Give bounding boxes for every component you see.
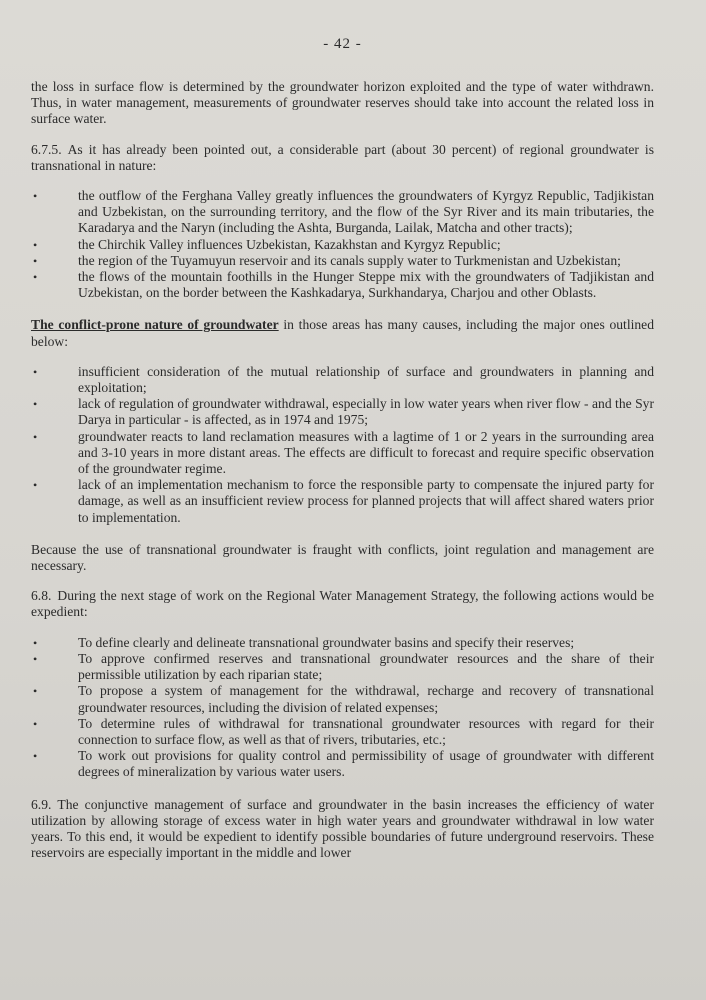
bullet-icon: • xyxy=(33,397,38,412)
bullet-icon: • xyxy=(33,189,38,204)
list-item xyxy=(31,269,654,301)
list-item xyxy=(31,237,654,253)
list-item-text: lack of regulation of groundwater withdrawal, especially in low water years when river flow - and the Syr Darya in particular - is affected, as in 1974 and 1975; xyxy=(78,396,654,428)
bullet-icon: • xyxy=(33,749,38,764)
bullet-icon: • xyxy=(33,684,38,699)
underlined-heading: The conflict-prone nature of groundwater xyxy=(31,317,279,333)
conflict-paragraph xyxy=(31,317,654,349)
list-item xyxy=(31,364,654,396)
list-item xyxy=(31,748,654,780)
list-item-text: insufficient consideration of the mutual relationship of surface and groundwaters in planning and exploitation; xyxy=(78,363,654,396)
list-item-text: To propose a system of management for the withdrawal, recharge and recovery of transnational groundwater resources, including the division of related expenses; xyxy=(78,683,654,715)
list-item xyxy=(31,716,654,748)
list-item-text: To approve confirmed reserves and transnational groundwater resources and the share of their permissible utilization by each riparian state; xyxy=(78,650,654,683)
list-item xyxy=(31,635,654,651)
list-item xyxy=(31,253,654,269)
bullet-icon: • xyxy=(33,716,38,731)
section-text: As it has already been pointed out, a considerable part (about 30 percent) of regional groundwater is transnational in nature: xyxy=(31,141,654,173)
intro-paragraph: the loss in surface flow is determined by the groundwater horizon exploited and the type of water withdrawn. Thus, in water management, measurements of groundwater reserves should take into account the related loss in surface water. xyxy=(31,79,654,127)
bullet-icon: • xyxy=(33,253,38,268)
section-6-7-5-paragraph xyxy=(31,142,654,174)
bullet-icon: • xyxy=(33,478,38,493)
bullet-icon: • xyxy=(33,651,38,666)
because-paragraph: Because the use of transnational groundwater is fraught with conflicts, joint regulation and management are necessary. xyxy=(31,541,654,574)
page-number: - 42 - xyxy=(323,36,362,52)
list-item xyxy=(31,429,654,478)
list-item-text: To determine rules of withdrawal for transnational groundwater resources with regard for their connection to surface flow, as well as that of rivers, tributaries, etc.; xyxy=(78,715,654,747)
bullet-icon: • xyxy=(33,364,38,379)
section-number: 6.7.5. xyxy=(31,141,62,157)
bullet-icon: • xyxy=(33,237,38,252)
list-item xyxy=(31,651,654,683)
section-6-8-paragraph xyxy=(31,588,654,620)
list-item-text: To work out provisions for quality control and permissibility of usage of groundwater with different degrees of mineralization by various water users. xyxy=(78,748,654,780)
bullet-list-6-7-5 xyxy=(31,188,654,301)
section-text: During the next stage of work on the Regional Water Management Strategy, the following actions would be expedient: xyxy=(31,588,654,620)
list-item xyxy=(31,477,654,526)
section-number: 6.8. xyxy=(31,588,52,604)
paragraph-text: in those areas has many causes, including the major ones outlined below: xyxy=(31,317,654,349)
list-item-text: the outflow of the Ferghana Valley greatly influences the groundwaters of Kyrgyz Republic, Tadjikistan and Uzbekistan, on the surrounding territory, and the flow of the Syr River and its main tributaries, the Karadarya and the Naryn (including the Ashta, Burganda, Lailak, Matcha and other tracts); xyxy=(78,188,654,236)
list-item-text: the Chirchik Valley influences Uzbekistan, Kazakhstan and Kyrgyz Republic; xyxy=(78,236,501,252)
list-item-text: To define clearly and delineate transnational groundwater basins and specify their reserves; xyxy=(78,634,575,650)
bullet-icon: • xyxy=(33,270,38,285)
list-item-text: the flows of the mountain foothills in the Hunger Steppe mix with the groundwaters of Tadjikistan and Uzbekistan, on the border between the Kashkadarya, Surkhandarya, Charjou and other Oblasts. xyxy=(78,269,654,301)
section-text: The conjunctive management of surface and groundwater in the basin increases the efficiency of water utilization by allowing storage of excess water in high water years and groundwater withdrawal in low water years. To this end, it would be expedient to identify possible boundaries of future underground reservoirs. These reservoirs are especially important in the middle and lower xyxy=(31,796,654,861)
bullet-list-6-8 xyxy=(31,635,654,781)
list-item-text: the region of the Tuyamuyun reservoir and its canals supply water to Turkmenistan and Uzbekistan; xyxy=(78,252,621,268)
list-item xyxy=(31,396,654,428)
section-number: 6.9. xyxy=(31,796,52,812)
list-item xyxy=(31,683,654,715)
section-6-9-paragraph xyxy=(31,797,654,862)
list-item-text: lack of an implementation mechanism to force the responsible party to compensate the injured party for damage, as well as an insufficient review process for planned projects that will affect shared waters prior to implementation. xyxy=(78,477,654,525)
list-item xyxy=(31,188,654,237)
bullet-icon: • xyxy=(33,429,38,444)
bullet-icon: • xyxy=(33,635,38,650)
bullet-list-conflict xyxy=(31,364,654,526)
list-item-text: groundwater reacts to land reclamation measures with a lagtime of 1 or 2 years in the surrounding area and 3-10 years in more distant areas. The effects are difficult to forecast and require specific observation of the groundwater regime. xyxy=(78,428,654,477)
